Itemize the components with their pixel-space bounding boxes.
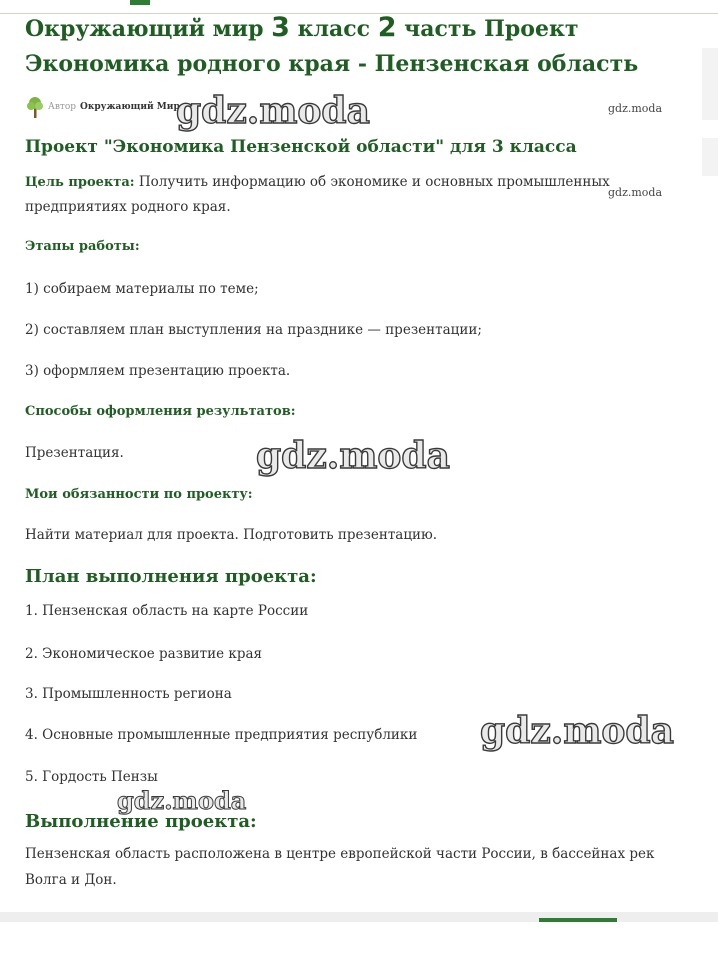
list-item: 2) составляем план выступления на празднике — презентации; [25, 322, 482, 338]
stages-label: Этапы работы: [25, 239, 140, 254]
author-link[interactable]: Окружающий Мир [80, 102, 180, 112]
list-item: 5. Гордость Пензы [25, 769, 158, 785]
watermark: gdz.moda [480, 710, 674, 752]
watermark-small: gdz.moda [608, 102, 663, 115]
author-row [25, 96, 180, 118]
page-title: Окружающий мир 3 класс 2 часть Проект [25, 12, 579, 43]
plan-heading: План выполнения проекта: [25, 566, 317, 587]
side-ad-block [702, 48, 718, 120]
results-text: Презентация. [25, 445, 124, 461]
page-title-line2: Экономика родного края - Пензенская область [25, 51, 639, 77]
goal-paragraph: Цель проекта: Получить информацию об экономике и основных промышленных [25, 174, 610, 190]
goal-label: Цель проекта: [25, 175, 135, 190]
side-ad-block [702, 138, 718, 176]
project-title: Проект "Экономика Пензенской области" для 3 класса [25, 137, 577, 157]
list-item: 4. Основные промышленные предприятия республики [25, 727, 418, 743]
execution-text-cont: Волга и Дон. [25, 872, 117, 888]
list-item: 1) собираем материалы по теме; [25, 281, 259, 297]
duties-label: Мои обязанности по проекту: [25, 487, 253, 502]
tree-icon [25, 96, 45, 118]
results-label: Способы оформления результатов: [25, 404, 296, 419]
list-item: 2. Экономическое развитие края [25, 646, 263, 662]
execution-heading: Выполнение проекта: [25, 811, 257, 832]
watermark: gdz.moda [256, 435, 450, 477]
top-tab-indicator[interactable] [130, 0, 150, 5]
duties-text: Найти материал для проекта. Подготовить презентацию. [25, 527, 438, 543]
watermark: gdz.moda [117, 786, 247, 815]
list-item: 3) оформляем презентацию проекта. [25, 363, 291, 379]
bottom-tab-indicator[interactable] [539, 918, 617, 922]
watermark-small: gdz.moda [608, 186, 663, 199]
execution-text: Пензенская область расположена в центре европейской части России, в бассейнах рек [25, 846, 655, 862]
list-item: 3. Промышленность региона [25, 686, 232, 702]
list-item: 1. Пензенская область на карте России [25, 603, 309, 619]
author-label: Автор [48, 102, 77, 112]
watermark: gdz.moda [176, 90, 370, 132]
goal-paragraph-cont: предприятиях родного края. [25, 199, 231, 215]
